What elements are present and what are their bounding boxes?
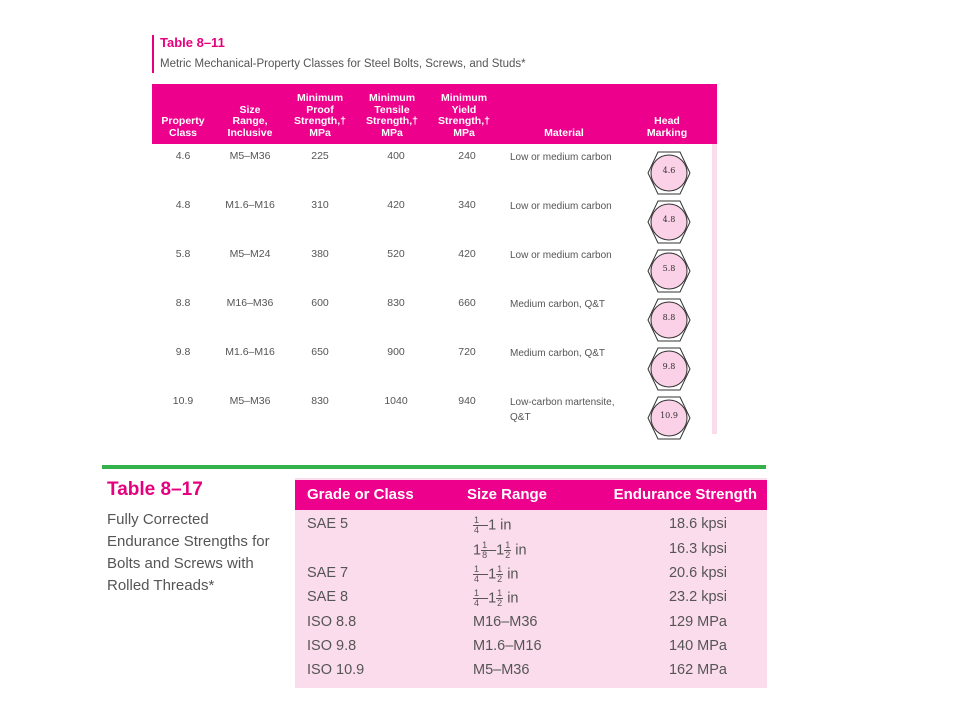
cell-grade: SAE 7 — [307, 565, 349, 581]
header-tensile-strength: Minimum Tensile Strength,† MPa — [366, 92, 418, 139]
header-head-marking: Head Marking — [646, 115, 688, 139]
cell-yield: 420 — [458, 248, 476, 260]
cell-size: M5–M36 — [229, 150, 271, 162]
cell-material: Low or medium carbon — [510, 250, 612, 261]
cell-class: 9.8 — [175, 346, 191, 358]
cell-material: Low-carbon martensite, Q&T — [510, 397, 615, 423]
cell-size: M16–M36 — [226, 297, 274, 309]
table-header — [152, 84, 717, 144]
cell-yield: 660 — [458, 297, 476, 309]
cell-proof: 225 — [311, 150, 329, 162]
cell-proof: 650 — [311, 346, 329, 358]
cell-endurance: 23.2 kpsi — [668, 589, 727, 605]
table-panel — [295, 478, 767, 688]
header-grade: Grade or Class — [307, 486, 414, 503]
cell-size-range: $\frac{1}{4}$ –1 $\frac{1}{2}$ in — [474, 588, 519, 608]
cell-proof: 310 — [311, 199, 329, 211]
cell-size-range: M5–M36 — [473, 662, 530, 678]
hex-head-icon — [647, 396, 691, 440]
cell-tensile: 1040 — [384, 395, 408, 407]
table-row — [152, 389, 717, 438]
header-size-range: Size Range, Inclusive — [227, 103, 273, 139]
cell-class: 8.8 — [175, 297, 191, 309]
table-row — [295, 659, 767, 683]
cell-endurance: 18.6 kpsi — [668, 516, 727, 532]
cell-class: 5.8 — [175, 248, 191, 260]
header-proof-strength: Minimum Proof Strength,† MPa — [294, 92, 346, 139]
cell-grade: ISO 8.8 — [307, 614, 357, 630]
cell-grade: SAE 5 — [307, 516, 349, 532]
table-header — [295, 480, 767, 510]
table-title: Table 8–11 — [160, 35, 225, 50]
cell-size-range: $\frac{1}{4}$ –1 $\frac{1}{2}$ in — [474, 564, 519, 584]
cell-yield: 720 — [458, 346, 476, 358]
cell-size-range: M16–M36 — [473, 614, 538, 630]
table-row — [295, 586, 767, 610]
table-caption: Fully Corrected Endurance Strengths for Bolts and Screws with Rolled Threads* — [107, 511, 270, 594]
cell-class: 10.9 — [172, 395, 194, 407]
cell-grade: SAE 8 — [307, 589, 349, 605]
head-marking-label: 9.8 — [662, 362, 676, 371]
cell-class: 4.6 — [175, 150, 191, 162]
head-marking-label: 10.9 — [660, 411, 678, 420]
table-row — [152, 193, 717, 242]
cell-yield: 340 — [458, 199, 476, 211]
cell-endurance: 162 MPa — [668, 662, 727, 678]
table-title: Table 8–17 — [107, 479, 203, 500]
hex-head-icon — [647, 200, 691, 244]
cell-material: Medium carbon, Q&T — [510, 299, 606, 310]
cell-material: Medium carbon, Q&T — [510, 348, 606, 359]
hex-head-icon — [647, 298, 691, 342]
cell-tensile: 420 — [387, 199, 405, 211]
cell-grade: ISO 9.8 — [307, 638, 357, 654]
cell-tensile: 830 — [387, 297, 405, 309]
cell-endurance: 129 MPa — [668, 614, 727, 630]
cell-yield: 240 — [458, 150, 476, 162]
table-row — [295, 538, 767, 562]
header-endurance: Endurance Strength — [613, 486, 757, 503]
cell-material: Low or medium carbon — [510, 201, 612, 212]
cell-endurance: 140 MPa — [668, 638, 727, 654]
table-caption: Metric Mechanical-Property Classes for Steel Bolts, Screws, and Studs* — [160, 58, 526, 70]
table-row — [152, 291, 717, 340]
table-row — [295, 611, 767, 635]
cell-size-range: M1.6–M16 — [473, 638, 542, 654]
header-size-range: Size Range — [467, 486, 548, 503]
cell-size-range: $\frac{1}{4}$ –1 in — [474, 515, 512, 535]
cell-endurance: 16.3 kpsi — [668, 541, 727, 557]
head-marking-label: 4.8 — [662, 215, 676, 224]
cell-size: M5–M24 — [229, 248, 271, 260]
cell-size: M5–M36 — [229, 395, 271, 407]
table-row — [295, 562, 767, 586]
head-marking-label: 5.8 — [662, 264, 676, 273]
table-row — [295, 513, 767, 537]
table-row — [295, 635, 767, 659]
cell-endurance: 20.6 kpsi — [668, 565, 727, 581]
cell-tensile: 400 — [387, 150, 405, 162]
table-row — [152, 242, 717, 291]
cell-yield: 940 — [458, 395, 476, 407]
table-row — [152, 340, 717, 389]
table-8-17 — [0, 469, 960, 720]
cell-class: 4.8 — [175, 199, 191, 211]
head-marking-label: 4.6 — [662, 166, 676, 175]
cell-proof: 600 — [311, 297, 329, 309]
header-yield-strength: Minimum Yield Strength,† MPa — [438, 92, 490, 139]
table-row — [152, 144, 717, 193]
hex-head-icon — [647, 347, 691, 391]
cell-proof: 830 — [311, 395, 329, 407]
cell-grade: ISO 10.9 — [307, 662, 365, 678]
cell-tensile: 900 — [387, 346, 405, 358]
head-marking-label: 8.8 — [662, 313, 676, 322]
cell-material: Low or medium carbon — [510, 152, 612, 163]
header-property-class: Property Class — [161, 115, 205, 139]
hex-head-icon — [647, 151, 691, 195]
header-material: Material — [544, 126, 584, 139]
cell-size: M1.6–M16 — [225, 346, 275, 358]
cell-proof: 380 — [311, 248, 329, 260]
hex-head-icon — [647, 249, 691, 293]
cell-tensile: 520 — [387, 248, 405, 260]
cell-size: M1.6–M16 — [225, 199, 275, 211]
title-rule — [152, 35, 154, 73]
cell-size-range: 1 $\frac{1}{8}$ –1 $\frac{1}{2}$ in — [473, 540, 527, 560]
